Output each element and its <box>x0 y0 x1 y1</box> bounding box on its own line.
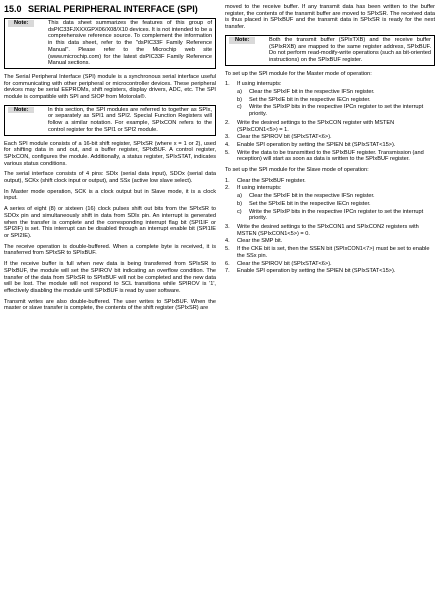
sub-step-letter: c) <box>237 208 242 215</box>
step-text: Enable SPI operation by setting the SPIEN bit (SPIxSTAT<15>). <box>237 141 396 148</box>
list-item <box>225 120 435 133</box>
list-item <box>225 81 435 119</box>
left-column <box>4 4 216 312</box>
step-text: If using interrupts: <box>237 185 282 192</box>
note-box-summary <box>4 18 216 69</box>
sub-step <box>237 97 435 104</box>
list-item <box>225 134 435 141</box>
step-number: 4. <box>225 141 230 148</box>
paragraph: In Master mode operation, SCK is a clock output but in Slave mode, it is a clock input. <box>4 188 216 202</box>
sub-step-letter: b) <box>237 96 242 103</box>
step-number: 2. <box>225 185 230 192</box>
list-item <box>225 178 435 185</box>
sub-step <box>237 201 435 208</box>
step-number: 4. <box>225 238 230 245</box>
step-number: 5. <box>225 246 230 253</box>
list-item <box>225 142 435 149</box>
step-text: Clear the SPIxBUF register. <box>237 177 306 184</box>
note-text: This data sheet summarizes the features of this group of dsPIC33FJXXXGPX06/X08/X10 devices. It is not intended to be a comprehensive reference source. To complement the information in this data sheet, refer to the "dsPIC33F Family Reference Manual". Please refer to the Microchip web site (www.microchip.com) for the latest dsPIC33F Family Reference Manual sections. <box>48 20 212 67</box>
slave-mode-steps <box>225 178 435 275</box>
note-text: In this section, the SPI modules are referred to together as SPIx, or separately as SPI1 and SPI2. Special Function Registers will follow a similar notation. For example, SPIxCON refers to the control register for the SPI1 or SPI2 module. <box>48 106 212 133</box>
step-number: 1. <box>225 177 230 184</box>
sub-step <box>237 104 435 117</box>
step-text: Write the desired settings to the SPIxCON1 and SPIxCON2 registers with MSTEN (SPIxCON1<5>) = 0. <box>237 223 419 237</box>
sub-step-text: Write the SPIxIP bits in the respective IPCn register to set the interrupt priority. <box>249 104 424 118</box>
list-item <box>225 185 435 223</box>
step-text: Clear the SMP bit. <box>237 238 283 245</box>
note-box-naming <box>4 105 216 136</box>
right-column <box>225 4 435 279</box>
step-text: If using interrupts: <box>237 81 282 88</box>
step-text: Write the desired settings to the SPIxCON register with MSTEN (SPIxCON1<5>) = 1. <box>237 119 395 133</box>
list-item <box>225 261 435 268</box>
sub-step-letter: a) <box>237 193 242 200</box>
section-heading <box>4 4 216 14</box>
list-item <box>225 238 435 245</box>
sub-step-text: Set the SPIxIE bit in the respective IECn register. <box>249 200 371 207</box>
step-number: 3. <box>225 134 230 141</box>
paragraph-intro: The Serial Peripheral Interface (SPI) module is a synchronous serial interface useful for communicating with other peripheral or microcontroller devices. These peripheral devices may be serial EEPROMs, shift registers, display drivers, ADC, etc. The SPI module is compatible with SPI and SIOP from Motorola®. <box>4 73 216 101</box>
paragraph: Each SPI module consists of a 16-bit shift register, SPIxSR (where x = 1 or 2), used for shifting data in and out, and a buffer register, SPIxBUF. A control register, SPIxCON, configures the module. Additionally, a status register, SPIxSTAT, indicates various status conditions. <box>4 140 216 167</box>
note-label: Note: <box>229 37 255 44</box>
sub-step-text: Set the SPIxIE bit in the respective IECn register. <box>249 96 371 103</box>
paragraph: If the receive buffer is full when new data is being transferred from SPIxSR to SPIxBUF, the module will set the SPIROV bit indicating an overflow condition. The transfer of the data from SPIxSR to SPIxBUF will not be completed and the new data will be lost. The module will not respond to SCL transitions while SPIROV is '1', effectively disabling the module until SPIxBUF is read by user software. <box>4 261 216 294</box>
step-number: 7. <box>225 268 230 275</box>
step-text: Clear the SPIROV bit (SPIxSTAT<6>). <box>237 134 332 141</box>
list-item <box>225 246 435 259</box>
step-text: If the CKE bit is set, then the SSEN bit (SPIxCON1<7>) must be set to enable the SSx pin. <box>237 246 430 259</box>
sub-step-text: Clear the SPIxIF bit in the respective IFSn register. <box>249 89 375 96</box>
step-number: 1. <box>225 81 230 88</box>
paragraph: Transmit writes are also double-buffered. The user writes to SPIxBUF. When the master or slave transfer is complete, the contents of the shift register (SPIxSR) are <box>4 298 216 312</box>
step-text: Write the data to be transmitted to the SPIxBUF register. Transmission (and reception) will start as soon as data is written to the SPIxBUF register. <box>237 149 424 163</box>
sub-step <box>237 193 435 200</box>
master-mode-steps <box>225 81 435 163</box>
note-box-buffer <box>225 35 435 66</box>
sub-step-text: Clear the SPIxIF bit in the respective IFSn register. <box>249 193 375 200</box>
section-number: 15.0 <box>4 4 22 14</box>
sub-step-letter: b) <box>237 200 242 207</box>
step-text: Clear the SPIROV bit (SPIxSTAT<6>). <box>237 260 332 267</box>
section-title: SERIAL PERIPHERAL INTERFACE (SPI) <box>28 4 198 14</box>
sub-step-letter: c) <box>237 104 242 111</box>
list-item <box>225 224 435 237</box>
step-number: 3. <box>225 223 230 230</box>
step-text: Enable SPI operation by setting the SPIEN bit (SPIxSTAT<15>). <box>237 268 396 275</box>
paragraph-continued: moved to the receive buffer. If any transmit data has been written to the buffer register, the contents of the transmit buffer are moved to SPIxSR. The received data is thus placed in SPIxBUF and the transmit data in SPIxSR is ready for the next transfer. <box>225 4 435 31</box>
sub-step-text: Write the SPIxIP bits in the respective IPCn register to set the interrupt priority. <box>249 208 424 222</box>
master-mode-intro: To set up the SPI module for the Master mode of operation: <box>225 70 372 77</box>
note-label: Note: <box>8 20 34 27</box>
list-item <box>225 150 435 163</box>
list-item <box>225 268 435 275</box>
step-number: 2. <box>225 119 230 126</box>
slave-mode-intro: To set up the SPI module for the Slave mode of operation: <box>225 167 369 174</box>
step-number: 6. <box>225 260 230 267</box>
sub-step <box>237 209 435 222</box>
paragraph: A series of eight (8) or sixteen (16) clock pulses shift out bits from the SPIxSR to SDOx pin and simultaneously shift in data from SDIx pin. An interrupt is generated when the transfer is complete and the corresponding interrupt flag bit (SPI1IF or SPI2IF) is set. This interrupt can be disabled through an interrupt enable bit (SPI1IE or SPI2IE). <box>4 206 216 239</box>
paragraph: The serial interface consists of 4 pins: SDIx (serial data input), SDOx (serial data output), SCKx (shift clock input or output), and SSx (active low slave select). <box>4 171 216 185</box>
paragraph: The receive operation is double-buffered. When a complete byte is received, it is transferred from SPIxSR to SPIxBUF. <box>4 243 216 257</box>
note-label: Note: <box>8 107 34 114</box>
step-number: 5. <box>225 149 230 156</box>
sub-step <box>237 89 435 96</box>
note-text: Both the transmit buffer (SPIxTXB) and the receive buffer (SPIxRXB) are mapped to the same register address, SPIxBUF. Do not perform read-modify-write operations (such as bit-oriented instructions) on the SPIxBUF register. <box>269 36 431 63</box>
sub-step-letter: a) <box>237 89 242 96</box>
